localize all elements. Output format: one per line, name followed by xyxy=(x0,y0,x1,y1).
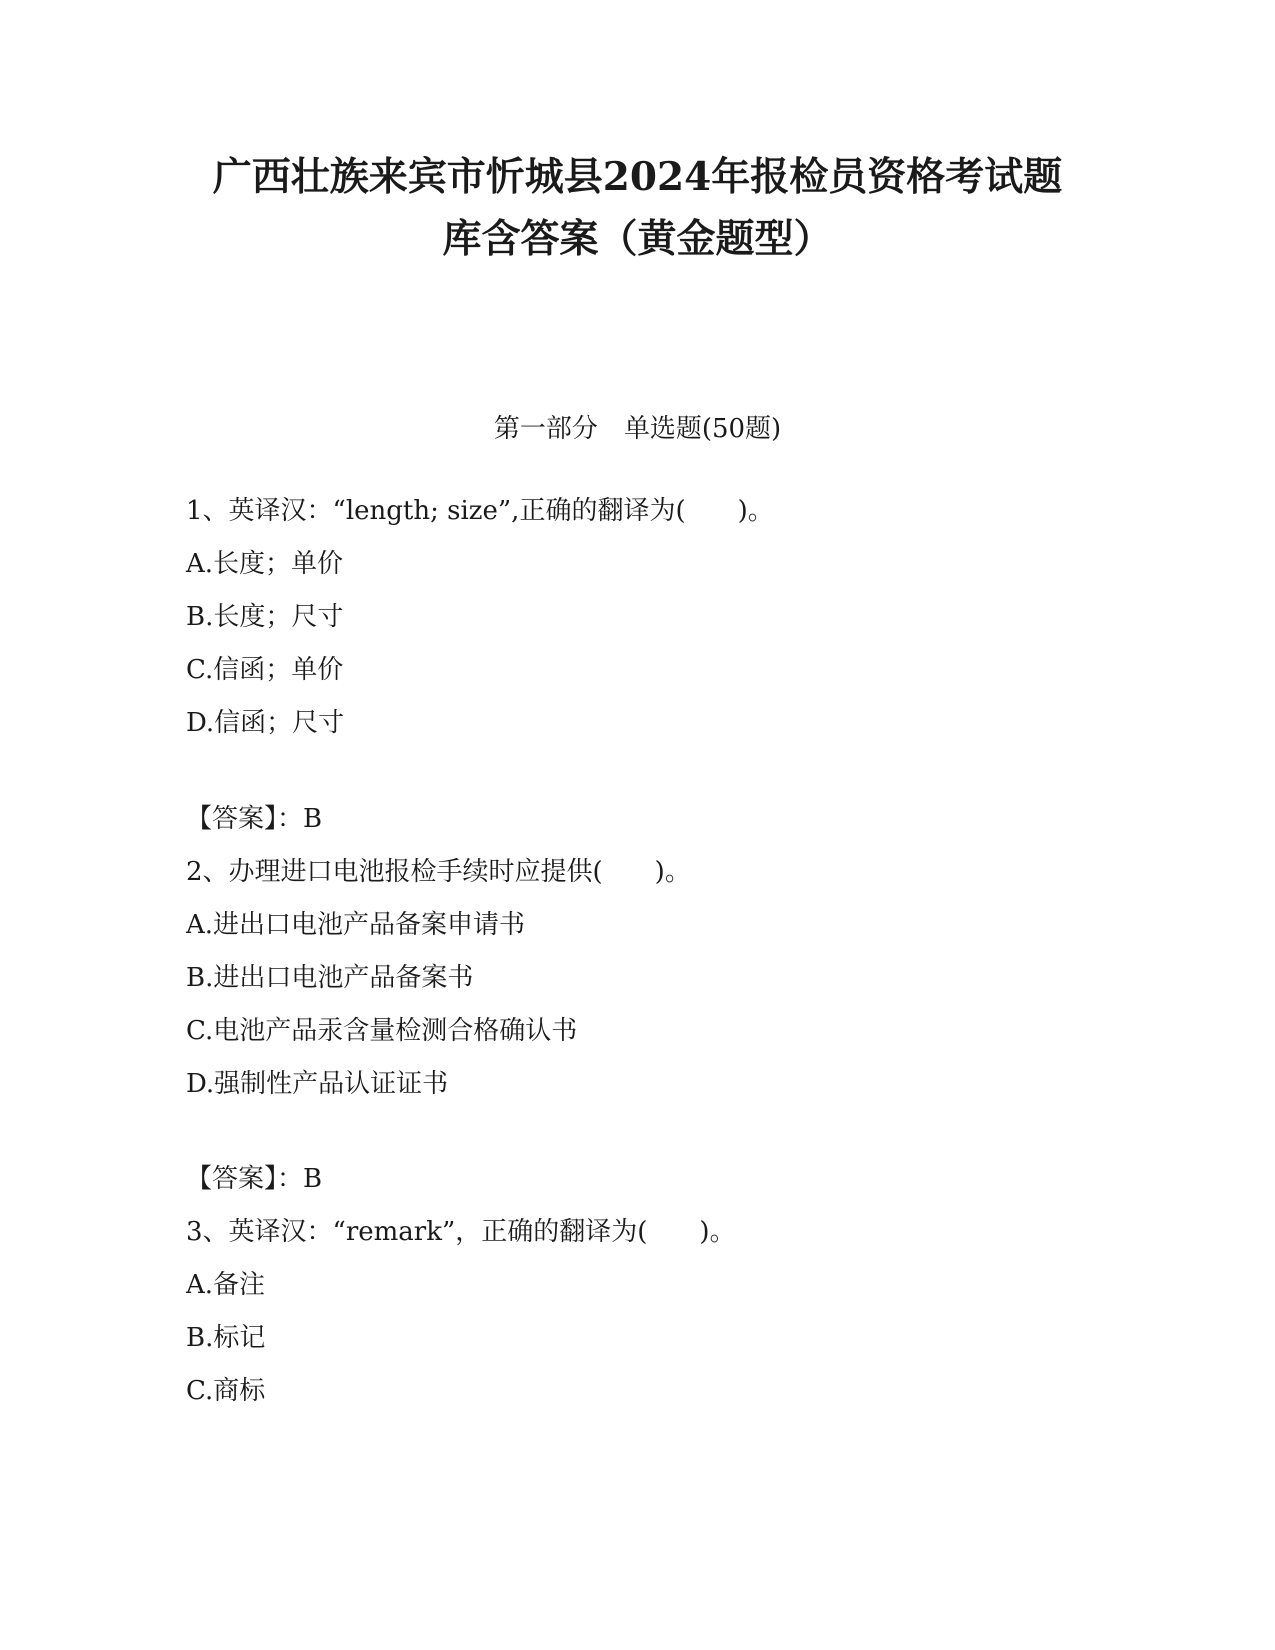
question-2-answer: 【答案】：B xyxy=(186,1164,323,1194)
question-1-option-b: B.长度；尺寸 xyxy=(186,602,344,632)
question-1-stem: 1、英译汉：“length; size”,正确的翻译为( )。 xyxy=(186,496,774,526)
question-2-stem: 2、办理进口电池报检手续时应提供( )。 xyxy=(186,857,691,887)
question-2-option-b: B.进出口电池产品备案书 xyxy=(186,963,474,993)
question-1-option-a: A.长度；单价 xyxy=(186,549,344,579)
document-title-line-1: 广西壮族来宾市忻城县2024年报检员资格考试题 xyxy=(212,154,1063,200)
question-1-answer: 【答案】：B xyxy=(186,804,323,834)
document-title-line-2: 库含答案（黄金题型） xyxy=(442,216,833,262)
question-3-option-a: A.备注 xyxy=(186,1270,266,1300)
question-1-option-d: D.信函；尺寸 xyxy=(186,708,345,738)
section-heading: 第一部分 单选题(50题) xyxy=(493,414,782,444)
question-1-option-c: C.信函；单价 xyxy=(186,655,344,685)
question-2-option-c: C.电池产品汞含量检测合格确认书 xyxy=(186,1016,578,1046)
question-3-option-b: B.标记 xyxy=(186,1323,266,1353)
question-3-stem: 3、英译汉：“remark”，正确的翻译为( )。 xyxy=(186,1217,736,1247)
question-3-option-c: C.商标 xyxy=(186,1376,266,1406)
question-2-option-d: D.强制性产品认证证书 xyxy=(186,1069,449,1099)
question-2-option-a: A.进出口电池产品备案申请书 xyxy=(186,910,526,940)
